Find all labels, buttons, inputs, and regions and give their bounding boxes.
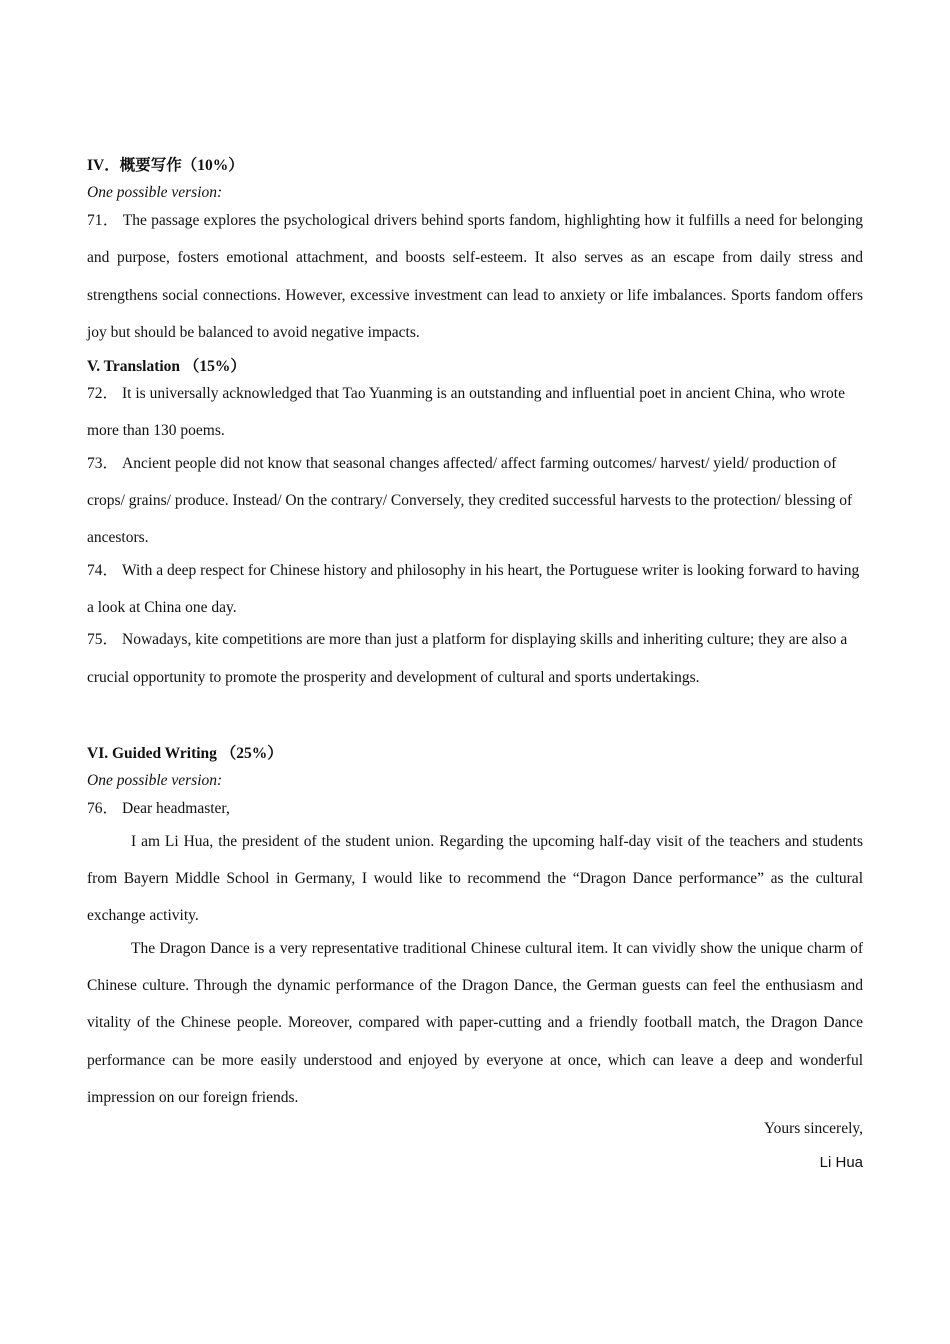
section-subtitle-summary: One possible version: xyxy=(87,184,223,201)
answer-72 xyxy=(87,375,863,450)
item-text: It is universally acknowledged that Tao Yuanming is an outstanding and influential poet in ancient China, who wrote more than 130 poems. xyxy=(87,385,845,440)
answer-75 xyxy=(87,621,863,696)
item-number: 71． xyxy=(87,212,119,229)
letter-salutation-line xyxy=(87,795,863,823)
letter-paragraph-2: The Dragon Dance is a very representative traditional Chinese cultural item. It can vividly show the unique charm of Chinese culture. Through the dynamic performance of the Dragon Dance, the German guests can feel the enthusiasm and vitality of the Chinese people. Moreover, compared with paper-cutting and a friendly football match, the Dragon Dance performance can be more easily understood and enjoyed by everyone at once, which can leave a deep and wonderful impression on our foreign friends. xyxy=(87,939,863,1106)
document-page xyxy=(87,152,863,1180)
letter-signature: Li Hua xyxy=(819,1154,863,1172)
section-subtitle-writing: One possible version: xyxy=(87,771,223,789)
answer-74 xyxy=(87,552,863,627)
section-heading-summary: IV．概要写作（10%） xyxy=(87,157,244,174)
letter-salutation: Dear headmaster, xyxy=(122,799,230,817)
item-text: With a deep respect for Chinese history and philosophy in his heart, the Portuguese writer is looking forward to having a look at China one day. xyxy=(87,561,860,616)
item-number: 73． xyxy=(87,454,119,472)
item-number: 76． xyxy=(87,799,119,817)
section-spacer xyxy=(87,692,863,740)
section-heading-translation: V. Translation （15%） xyxy=(87,358,246,376)
letter-paragraph-1: I am Li Hua, the president of the student union. Regarding the upcoming half-day visit of the teachers and students from Bayern Middle School in Germany, I would like to recommend the “Dragon Dance performance” as the cultural exchange activity. xyxy=(87,832,863,925)
answer-73 xyxy=(87,445,863,557)
item-number: 72． xyxy=(87,385,119,403)
item-text: Ancient people did not know that seasonal changes affected/ affect farming outcomes/ harvest/ yield/ production of crops/ grains/ produce. Instead/ On the contrary/ Conversely, they credited successful harvests to the protection/ blessing of ancestors. xyxy=(87,454,853,547)
item-text: Nowadays, kite competitions are more than just a platform for displaying skills and inheriting culture; they are also a crucial opportunity to promote the prosperity and development of cultural and sports undertakings. xyxy=(87,631,848,686)
section-heading-writing: VI. Guided Writing （25%） xyxy=(87,744,283,762)
item-number: 75． xyxy=(87,631,119,649)
item-text: The passage explores the psychological drivers behind sports fandom, highlighting how it fulfills a need for belonging and purpose, fosters emotional attachment, and boosts self-esteem. It also serves as an escape from daily stress and strengthens social connections. However, excessive investment can lead to anxiety or life imbalances. Sports fandom offers joy but should be balanced to avoid negative impacts. xyxy=(87,212,863,341)
item-number: 74． xyxy=(87,561,119,579)
letter-closing: Yours sincerely, xyxy=(763,1120,863,1138)
answer-71 xyxy=(87,202,863,351)
